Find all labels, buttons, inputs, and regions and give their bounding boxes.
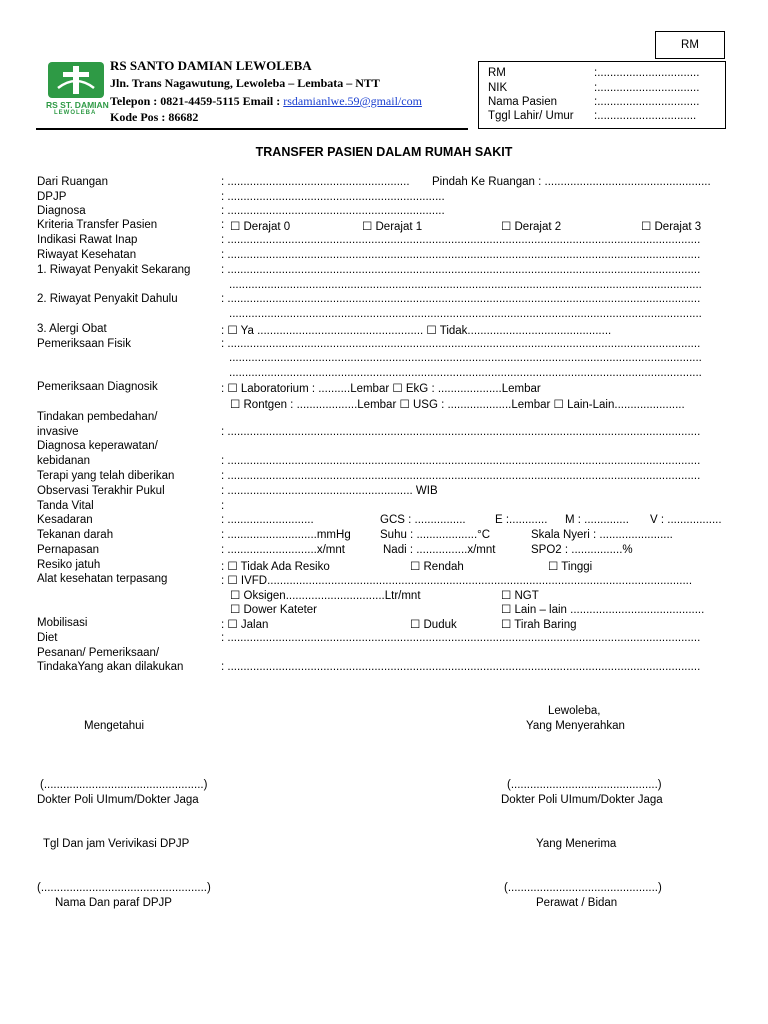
patient-name-label: Nama Pasien (488, 96, 558, 108)
tindakan-label-1: Tindakan pembedahan/ (37, 411, 158, 423)
pemeriksaan-diagnosik-label: Pemeriksaan Diagnosik (37, 381, 158, 393)
signature-blank-right[interactable]: (..............................................) (507, 779, 662, 791)
terapi-label: Terapi yang telah diberikan (37, 470, 175, 482)
tindakan-field[interactable]: : .................................................................................................................................................... (221, 426, 701, 438)
riwayat-sekarang-label: 1. Riwayat Penyakit Sekarang (37, 264, 191, 276)
diagnosa-label: Diagnosa (37, 205, 86, 217)
alergi-label: 3. Alergi Obat (37, 323, 107, 335)
ngt-checkbox[interactable]: ☐ NGT (501, 590, 539, 602)
patient-nik-value[interactable]: :................................ (594, 82, 700, 94)
resiko-label: Resiko jatuh (37, 559, 101, 571)
riwayat-dahulu-field[interactable]: : .................................................................................................................................................... (221, 293, 701, 305)
hospital-name: RS SANTO DAMIAN LEWOLEBA (110, 58, 312, 73)
resiko-tinggi-checkbox[interactable]: ☐ Tinggi (548, 561, 593, 573)
patient-info-box (478, 61, 726, 129)
lewoleba-text: Lewoleba, (548, 705, 601, 717)
oksigen-checkbox[interactable]: ☐ Oksigen...............................Ltr/mnt (230, 590, 421, 602)
resiko-none-checkbox[interactable]: : ☐ Tidak Ada Resiko (221, 561, 330, 573)
pemeriksaan-fisik-field-2[interactable]: .................................................................................................................................................... (229, 352, 702, 364)
riwayat-sekarang-field-2[interactable]: .................................................................................................................................................... (229, 279, 702, 291)
logo-subtext: LEWOLEBA (54, 110, 97, 116)
patient-name-value[interactable]: :................................ (594, 96, 700, 108)
header-divider (36, 128, 468, 130)
dari-ruangan-field[interactable]: : ......................................................... (221, 176, 410, 188)
diag-kep-field[interactable]: : .................................................................................................................................................... (221, 455, 701, 467)
patient-rm-label: RM (488, 67, 506, 79)
gcs-m-field[interactable]: M : .............. (565, 514, 629, 526)
tanda-vital-colon: : (221, 500, 225, 512)
derajat-2-checkbox[interactable]: ☐ Derajat 2 (501, 221, 562, 233)
jalan-checkbox[interactable]: : ☐ Jalan (221, 619, 269, 631)
pesanan-label-2: TindakaYang akan dilakukan (37, 661, 184, 673)
tekanan-label: Tekanan darah (37, 529, 114, 541)
patient-dob-value[interactable]: :............................... (594, 110, 697, 122)
postal-code: Kode Pos : 86682 (110, 110, 199, 124)
kesadaran-field[interactable]: : ........................... (221, 514, 314, 526)
derajat-3-checkbox[interactable]: ☐ Derajat 3 (641, 221, 702, 233)
dpjp-label: DPJP (37, 191, 67, 203)
gcs-e-field[interactable]: E :............ (495, 514, 548, 526)
kesadaran-label: Kesadaran (37, 514, 93, 526)
pemeriksaan-fisik-label: Pemeriksaan Fisik (37, 338, 131, 350)
tgl-verifikasi-text: Tgl Dan jam Verivikasi DPJP (43, 838, 190, 850)
pesanan-field[interactable]: : .................................................................................................................................................... (221, 661, 701, 673)
terapi-field[interactable]: : .................................................................................................................................................... (221, 470, 701, 482)
observasi-field[interactable]: : .......................................................... WIB (221, 485, 438, 497)
suhu-field[interactable]: Suhu : ...................°C (380, 529, 491, 541)
riwayat-label: Riwayat Kesehatan (37, 249, 137, 261)
tirah-checkbox[interactable]: ☐ Tirah Baring (501, 619, 577, 631)
alat-label: Alat kesehatan terpasang (37, 573, 168, 585)
derajat-1-checkbox[interactable]: ☐ Derajat 1 (362, 221, 423, 233)
mengetahui-text: Mengetahui (84, 720, 145, 732)
hospital-address: Jln. Trans Nagawutung, Lewoleba – Lembata – NTT (110, 76, 380, 90)
menerima-text: Yang Menerima (536, 838, 617, 850)
signature-blank-left[interactable]: (..................................................) (40, 779, 208, 791)
duduk-checkbox[interactable]: ☐ Duduk (410, 619, 457, 631)
alergi-field[interactable]: : ☐ Ya .................................................... ☐ Tidak............................................. (221, 325, 612, 337)
riwayat-field[interactable]: : .................................................................................................................................................... (221, 249, 701, 261)
lain-checkbox[interactable]: ☐ Lain – lain .......................................... (501, 604, 705, 616)
indikasi-field[interactable]: : .................................................................................................................................................... (221, 234, 701, 246)
dokter-left-text: Dokter Poli UImum/Dokter Jaga (37, 794, 199, 806)
skala-nyeri-field[interactable]: Skala Nyeri : ....................... (531, 529, 673, 541)
gcs-field[interactable]: GCS : ................ (380, 514, 466, 526)
mobilisasi-label: Mobilisasi (37, 617, 88, 629)
pemeriksaan-fisik-field[interactable]: : .................................................................................................................................................... (221, 338, 701, 350)
spo2-field[interactable]: SPO2 : ................% (531, 544, 633, 556)
dokter-right-text: Dokter Poli UImum/Dokter Jaga (501, 794, 663, 806)
diet-field[interactable]: : .................................................................................................................................................... (221, 632, 701, 644)
diagnosik-options-2[interactable]: ☐ Rontgen : ...................Lembar ☐ USG : ....................Lembar ☐ Lain-Lain...................... (230, 399, 685, 411)
ivfd-checkbox[interactable]: : ☐ IVFD..................................................................................................................................... (221, 575, 693, 587)
signature-blank-left-2[interactable]: (....................................................) (37, 882, 211, 894)
observasi-label: Observasi Terakhir Pukul (37, 485, 165, 497)
gcs-v-field[interactable]: V : ................. (650, 514, 722, 526)
phone-text: Telepon : 0821-4459-5115 Email : (110, 94, 284, 108)
patient-dob-label: Tggl Lahir/ Umur (488, 110, 574, 122)
dower-checkbox[interactable]: ☐ Dower Kateter (230, 604, 318, 616)
rm-box: RM (655, 31, 725, 59)
pernapasan-label: Pernapasan (37, 544, 100, 556)
pernapasan-field[interactable]: : ............................x/mnt (221, 544, 345, 556)
dpjp-field[interactable]: : .................................................................... (221, 191, 445, 203)
page-title: TRANSFER PASIEN DALAM RUMAH SAKIT (255, 145, 513, 159)
diet-label: Diet (37, 632, 58, 644)
tekanan-field[interactable]: : ............................mmHg (221, 529, 351, 541)
resiko-rendah-checkbox[interactable]: ☐ Rendah (410, 561, 464, 573)
tanda-vital-label: Tanda Vital (37, 500, 94, 512)
riwayat-dahulu-field-2[interactable]: .................................................................................................................................................... (229, 308, 702, 320)
riwayat-dahulu-label: 2. Riwayat Penyakit Dahulu (37, 293, 178, 305)
patient-nik-label: NIK (488, 82, 508, 94)
pindah-ruangan-field[interactable]: Pindah Ke Ruangan : .................................................... (432, 176, 711, 188)
perawat-text: Perawat / Bidan (536, 897, 618, 909)
signature-blank-right-2[interactable]: (...............................................) (504, 882, 662, 894)
indikasi-label: Indikasi Rawat Inap (37, 234, 138, 246)
riwayat-sekarang-field[interactable]: : .................................................................................................................................................... (221, 264, 701, 276)
diagnosa-field[interactable]: : .................................................................... (221, 205, 445, 217)
diag-kep-label-2: kebidanan (37, 455, 91, 467)
diag-kep-label-1: Diagnosa keperawatan/ (37, 440, 158, 452)
kriteria-label: Kriteria Transfer Pasien (37, 219, 158, 231)
nama-paraf-text: Nama Dan paraf DPJP (55, 897, 172, 909)
pesanan-label-1: Pesanan/ Pemeriksaan/ (37, 647, 160, 659)
patient-rm-value[interactable]: :................................ (594, 67, 700, 79)
hospital-contact (110, 94, 422, 109)
logo-text: RS ST. DAMIAN (46, 100, 109, 110)
email-link[interactable]: rsdamianlwe.59@gmail/com (283, 94, 422, 108)
nadi-field[interactable]: Nadi : ................x/mnt (383, 544, 496, 556)
diagnosik-options-1[interactable]: : ☐ Laboratorium : ..........Lembar ☐ EkG : ....................Lembar (221, 383, 541, 395)
menyerahkan-text: Yang Menyerahkan (526, 720, 625, 732)
kriteria-colon: : (221, 219, 225, 231)
pemeriksaan-fisik-field-3[interactable]: .................................................................................................................................................... (229, 367, 702, 379)
tindakan-label-2: invasive (37, 426, 79, 438)
derajat-0-checkbox[interactable]: ☐ Derajat 0 (230, 221, 291, 233)
dari-ruangan-label: Dari Ruangan (37, 176, 108, 188)
